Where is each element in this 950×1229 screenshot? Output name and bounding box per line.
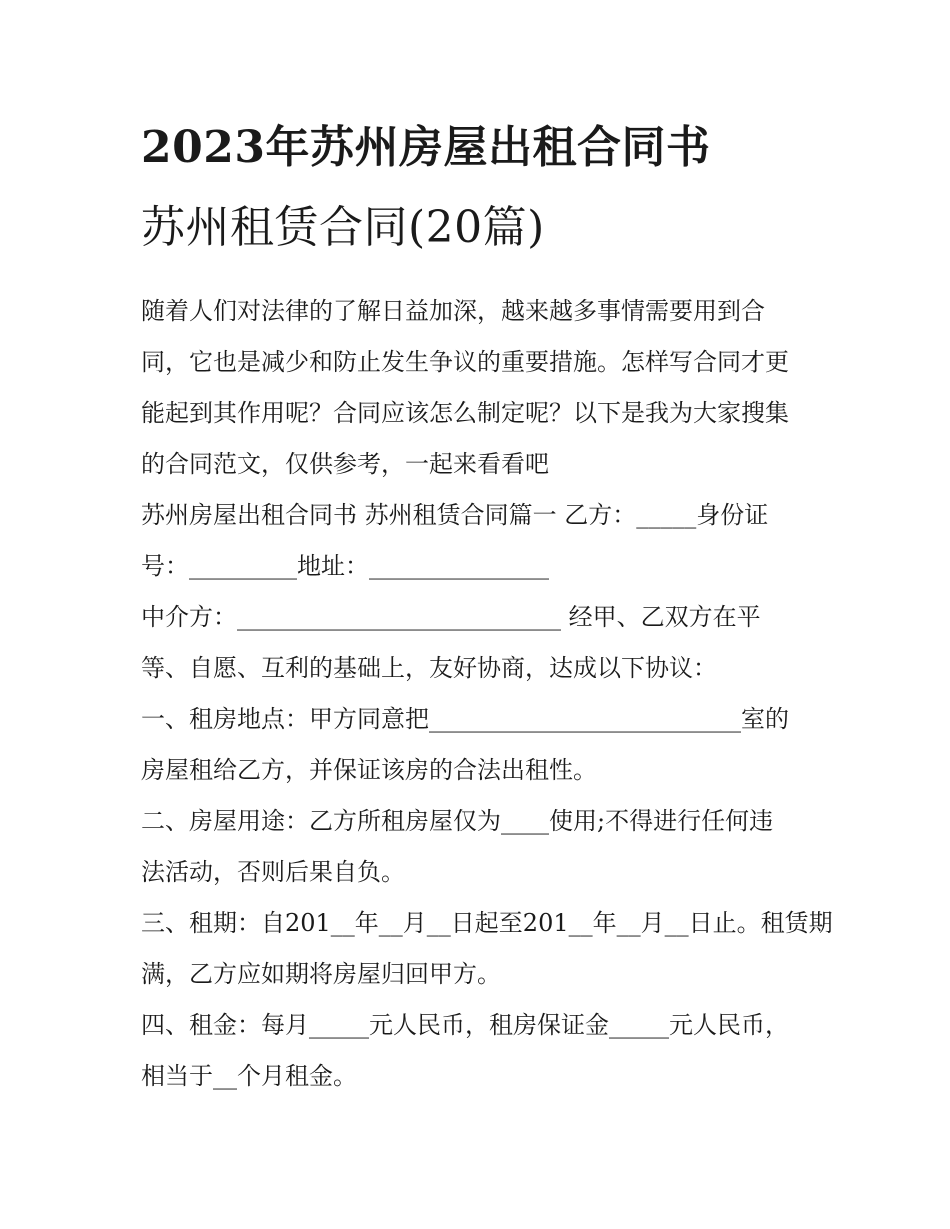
body-line: 相当于__个月租金。: [141, 1062, 357, 1090]
body-line: 三、租期：自201__年__月__日起至201__年__月__日止。租赁期: [141, 909, 833, 937]
body-line: 二、房屋用途：乙方所租房屋仅为____使用;不得进行任何违: [141, 807, 774, 835]
body-line: 一、租房地点：甲方同意把__________________________室的: [141, 705, 789, 733]
body-line: 随着人们对法律的了解日益加深，越来越多事情需要用到合: [141, 297, 765, 325]
title-line-1: 2023年苏州房屋出租合同书: [141, 122, 711, 173]
document-body: [141, 286, 833, 1102]
body-line: 号：_________地址：_______________: [141, 552, 549, 580]
body-line: 等、自愿、互利的基础上，友好协商，达成以下协议：: [141, 654, 717, 682]
body-line: 满，乙方应如期将房屋归回甲方。: [141, 960, 501, 988]
document-page: [141, 118, 833, 1102]
body-line: 法活动，否则后果自负。: [141, 858, 405, 886]
body-line: 同，它也是减少和防止发生争议的重要措施。怎样写合同才更: [141, 348, 789, 376]
body-line: 能起到其作用呢？合同应该怎么制定呢？以下是我为大家搜集: [141, 399, 789, 427]
body-line: 苏州房屋出租合同书 苏州租赁合同篇一 乙方：_____身份证: [141, 501, 769, 529]
body-line: 四、租金：每月_____元人民币，租房保证金_____元人民币，: [141, 1011, 789, 1039]
title-line-2: 苏州租赁合同(20篇): [141, 202, 545, 253]
body-line: 中介方：___________________________ 经甲、乙双方在平: [141, 603, 761, 631]
body-line: 房屋租给乙方，并保证该房的合法出租性。: [141, 756, 597, 784]
document-title: [141, 118, 821, 258]
body-line: 的合同范文，仅供参考，一起来看看吧: [141, 450, 549, 478]
